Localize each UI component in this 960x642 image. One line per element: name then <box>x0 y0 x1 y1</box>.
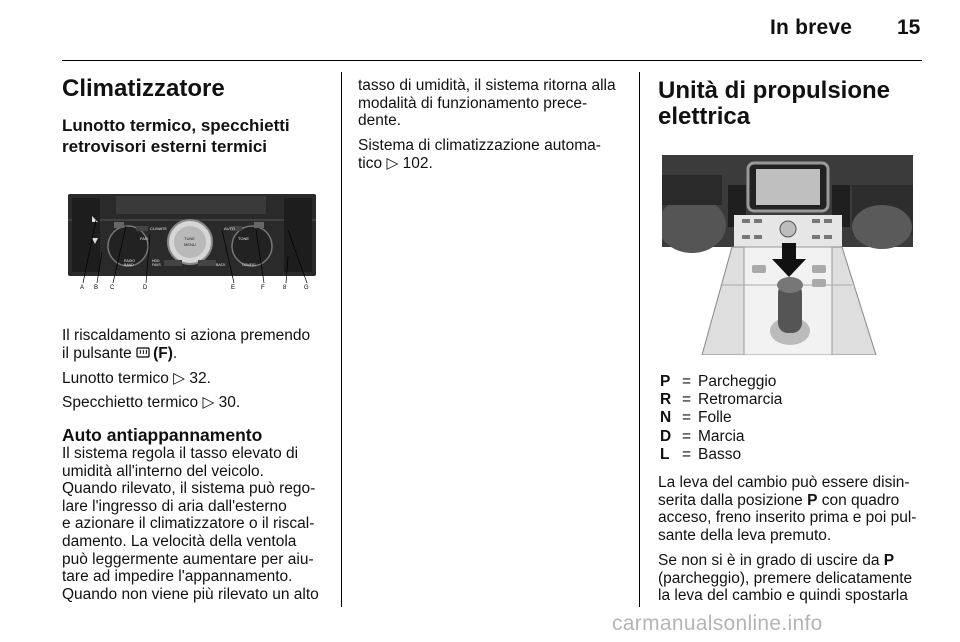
gear-ref-p: P <box>807 491 818 509</box>
auto-defog-line: damento. La velocità della ventola <box>62 532 297 550</box>
auto-defog-line: umidità all'interno del veicolo. <box>62 462 264 480</box>
stuck-park-line: (parcheggio), premere delicatamente <box>658 569 913 587</box>
callout-e: E <box>231 285 236 290</box>
continuation-line: dente. <box>358 112 402 130</box>
section-title-line2: elettrica <box>658 103 751 130</box>
paragraph-heating-line1: Il riscaldamento si aziona premendo <box>62 327 311 344</box>
callout-8: 8 <box>283 285 287 290</box>
subsection-title-line1: Lunotto termico, specchietti <box>62 116 290 135</box>
paragraph-continuation <box>358 77 636 130</box>
page-ref-arrow-icon: ▷ <box>386 154 399 172</box>
paragraph-stuck-in-park <box>658 552 938 605</box>
shift-release-line: acceso, freno inserito prima e poi pul- <box>658 509 917 527</box>
gear-equals: = <box>682 445 692 463</box>
gear-key: N <box>660 409 672 427</box>
callout-d: D <box>143 285 148 290</box>
stuck-park-text: Se non si è in grado di uscire da <box>658 552 884 569</box>
gear-key: P <box>660 373 671 390</box>
subsection-title-line2: retrovisori esterni termici <box>62 137 268 156</box>
heating-line2-end: . <box>172 344 178 362</box>
auto-defog-line: Quando non viene più rilevato un alto <box>62 585 319 603</box>
heating-line2-text: il pulsante <box>62 344 137 362</box>
gear-equals: = <box>682 391 692 409</box>
paragraph-rear-window <box>62 370 211 388</box>
label-tune: TUNE <box>184 236 195 241</box>
label-tone: TONE <box>238 236 250 241</box>
label-climate: CLIMATE <box>150 226 168 231</box>
callout-f: F <box>261 285 265 290</box>
page-ref-arrow-icon: ▷ <box>173 370 186 387</box>
gear-row <box>660 446 782 464</box>
shift-release-line: La leva del cambio può essere disin- <box>658 474 910 491</box>
auto-defog-line: lare l'ingresso di aria dall'esterno <box>62 497 287 515</box>
shift-release-text: serita dalla posizione <box>658 491 808 509</box>
stuck-park-line: la leva del cambio e quindi spostarla <box>658 587 908 605</box>
rear-window-text: Lunotto termico <box>62 370 169 387</box>
gear-key: L <box>660 445 670 463</box>
gear-label: Folle <box>698 409 732 427</box>
auto-defog-line: può leggermente aumentare per aiu- <box>62 550 314 568</box>
section-title-line1: Unità di propulsione <box>658 77 890 104</box>
gear-equals: = <box>682 373 692 390</box>
callout-c: C <box>110 285 115 290</box>
gear-ref-p: P <box>883 552 895 569</box>
gear-label: Retromarcia <box>698 391 783 409</box>
subsection-title-auto-defog: Auto antiappannamento <box>62 425 263 445</box>
button-ref-f: (F) <box>153 344 173 362</box>
gear-row <box>660 409 782 427</box>
label-band: BAND <box>124 263 134 267</box>
paragraph-mirror <box>62 394 240 412</box>
paragraph-shift-release <box>658 474 938 544</box>
auto-defog-line: Il sistema regola il tasso elevato di <box>62 445 299 462</box>
paragraph-heating-line2 <box>62 345 337 363</box>
auto-defog-line: Quando rilevato, il sistema può rego- <box>62 480 316 498</box>
label-hdd: HDD <box>152 259 160 263</box>
paragraph-auto-climate <box>358 137 636 172</box>
gear-row <box>660 373 782 391</box>
label-menu: MENU <box>184 242 196 247</box>
page-ref-arrow-icon: ▷ <box>202 394 215 411</box>
rear-defrost-icon <box>136 346 150 358</box>
column-divider-2 <box>639 72 640 607</box>
label-radio: RADIO <box>124 259 136 263</box>
stuck-park-line <box>658 552 938 570</box>
auto-climate-page-ref[interactable]: 102. <box>402 154 433 172</box>
auto-climate-text: tico <box>358 154 383 172</box>
auto-climate-line1: Sistema di climatizzazione automa- <box>358 137 601 154</box>
header-rule <box>62 60 922 61</box>
callout-g: G <box>304 285 309 290</box>
mirror-page-ref[interactable]: 30. <box>218 394 241 411</box>
auto-defog-line: e azionare il climatizzatore o il riscal- <box>62 515 315 533</box>
section-title-climatizzatore: Climatizzatore <box>62 75 225 102</box>
page-number: 15 <box>897 16 921 39</box>
gear-equals: = <box>682 409 692 427</box>
gear-key: R <box>660 391 672 409</box>
continuation-line: tasso di umidità, il sistema ritorna alla <box>358 77 616 94</box>
gear-key: D <box>660 427 672 445</box>
gear-label: Basso <box>698 445 742 463</box>
gear-position-list <box>660 373 782 464</box>
watermark: carmanualsonline.info <box>612 612 823 635</box>
callout-b: B <box>94 285 99 290</box>
mirror-text: Specchietto termico <box>62 394 199 411</box>
auto-climate-line2 <box>358 155 636 173</box>
gear-label: Parcheggio <box>698 373 777 390</box>
gear-equals: = <box>682 427 692 445</box>
paragraph-heating <box>62 327 337 362</box>
label-back: BACK <box>216 263 226 267</box>
callout-a: A <box>80 285 85 290</box>
shift-release-line: sante della leva premuto. <box>658 526 832 544</box>
gear-label: Marcia <box>698 427 745 445</box>
continuation-line: modalità di funzionamento prece- <box>358 94 588 112</box>
label-config: CONFIG <box>242 263 256 267</box>
rear-window-page-ref[interactable]: 32. <box>189 370 211 387</box>
column-divider-1 <box>341 72 342 607</box>
label-auto: AUTO <box>224 226 236 231</box>
running-header-title: In breve <box>770 16 853 39</box>
center-console-shifter-photo <box>662 155 913 355</box>
auto-defog-line: tare ad impedire l'appannamento. <box>62 568 293 586</box>
shift-release-line <box>658 492 938 510</box>
shift-release-text: con quadro <box>817 491 900 509</box>
climate-control-panel-figure <box>66 190 318 290</box>
label-favs: FAVS <box>152 263 161 267</box>
gear-row <box>660 391 782 409</box>
label-fan: FAN <box>140 236 148 241</box>
gear-row <box>660 428 782 446</box>
paragraph-auto-defog <box>62 445 340 603</box>
